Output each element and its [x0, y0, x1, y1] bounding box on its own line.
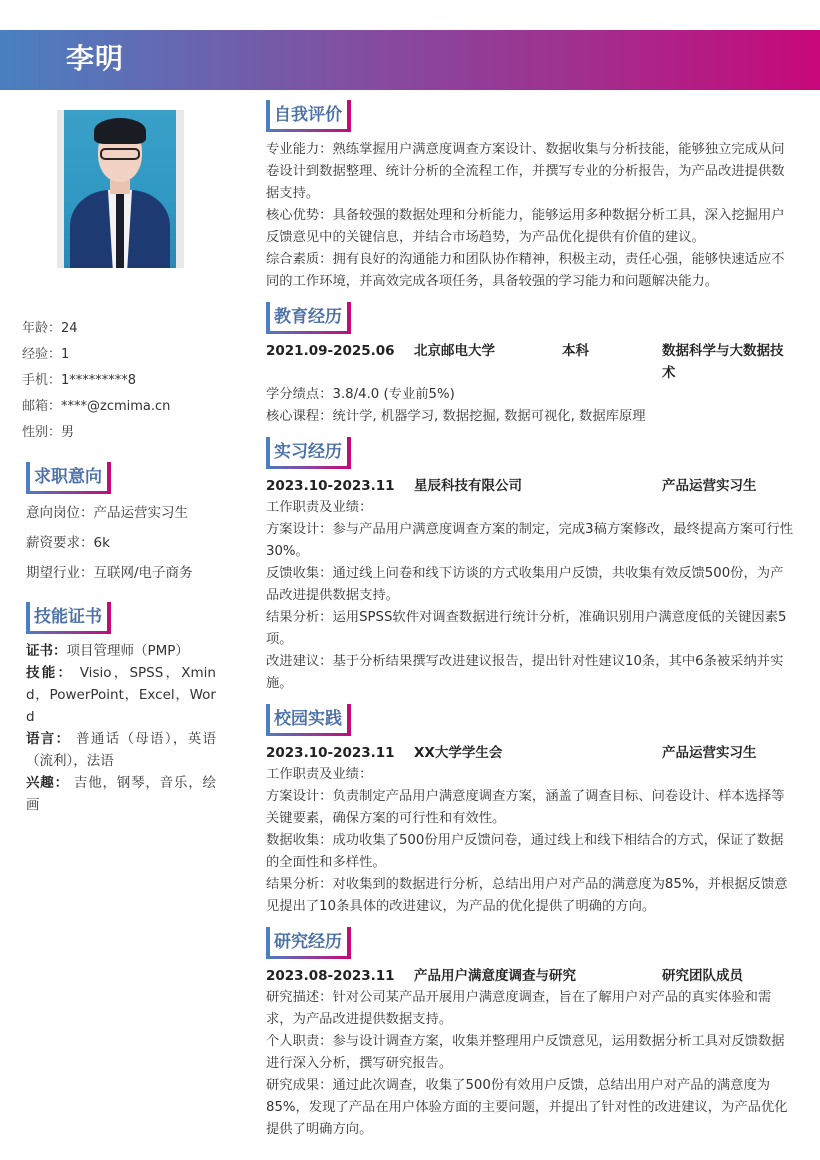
intent-item: [26, 498, 193, 528]
info-label: 邮箱：: [22, 399, 62, 414]
internship-details: [266, 497, 796, 695]
section-title: [26, 602, 111, 634]
detail-line: 工作职责及业绩：: [266, 500, 373, 515]
info-value: 24: [61, 321, 78, 336]
internship-period: 2023.10-2023.11: [266, 478, 395, 494]
info-age: [22, 316, 170, 342]
skill-value: 项目管理师（PMP）: [66, 643, 189, 659]
self-eval-text: [266, 139, 796, 293]
info-label: 经验：: [22, 347, 62, 362]
title-underline: [266, 956, 351, 959]
section-research: [266, 927, 796, 1141]
skills-list: [26, 640, 216, 816]
skill-item: [26, 662, 216, 728]
education-period: 2021.09-2025.06: [266, 343, 395, 359]
info-gender: [22, 420, 170, 446]
campus-period: 2023.10-2023.11: [266, 745, 395, 761]
detail-line: 结果分析：对收集到的数据进行分析，总结出用户对产品的满意度为85%，并根据反馈意见提出了10条具体的改进建议，为产品的优化提供了明确的方向。: [266, 877, 788, 914]
intent-value: 6k: [93, 535, 110, 551]
intent-label: 意向岗位：: [26, 505, 94, 521]
section-internship: [266, 437, 796, 695]
photo-hair: [94, 118, 146, 144]
info-value: ****@zcmima.cn: [61, 399, 171, 414]
section-campus-practice: [266, 704, 796, 918]
info-value: 1*********8: [61, 373, 137, 388]
section-title-text: 实习经历: [274, 442, 342, 462]
research-entry-header: [266, 965, 796, 987]
skill-item: [26, 640, 216, 662]
detail-line: 研究描述：针对公司某产品开展用户满意度调查，旨在了解用户对产品的真实体验和需求，为产品改进提供数据支持。: [266, 990, 772, 1027]
education-school: 北京邮电大学: [414, 343, 495, 359]
education-courses: 核心课程：统计学, 机器学习, 数据挖掘, 数据可视化, 数据库原理: [266, 409, 646, 424]
info-email: [22, 394, 170, 420]
info-phone: [22, 368, 170, 394]
basic-info: [22, 316, 170, 446]
intent-item: [26, 528, 193, 558]
internship-entry-header: [266, 475, 796, 497]
intent-value: 产品运营实习生: [93, 505, 188, 521]
photo-neck: [110, 180, 130, 194]
section-title: [26, 462, 111, 494]
research-project: 产品用户满意度调查与研究: [414, 968, 576, 984]
education-major: 数据科学与大数据技术: [662, 343, 784, 381]
research-role: 研究团队成员: [662, 968, 743, 984]
skill-value: 普通话（母语），英语（流利），法语: [26, 731, 217, 769]
research-period: 2023.08-2023.11: [266, 968, 395, 984]
detail-line: 改进建议：基于分析结果撰写改进建议报告，提出针对性建议10条，其中6条被采纳并实施。: [266, 654, 784, 691]
section-education: [266, 302, 796, 428]
intent-list: [26, 498, 193, 588]
internship-company: 星辰科技有限公司: [414, 478, 522, 494]
detail-line: 方案设计：参与产品用户满意度调查方案的制定，完成3稿方案修改，最终提高方案可行性30%。: [266, 522, 794, 559]
skill-value: 吉他，钢琴，音乐，绘画: [26, 775, 216, 813]
skill-label: 技能：: [26, 665, 74, 681]
education-gpa: 学分绩点：3.8/4.0 (专业前5%): [266, 387, 455, 402]
title-underline: [26, 491, 111, 494]
section-title-text: 教育经历: [274, 307, 342, 327]
education-details: [266, 384, 796, 428]
section-title-text: 研究经历: [274, 932, 342, 952]
photo-glasses: [100, 148, 140, 160]
info-label: 手机：: [22, 373, 62, 388]
skill-label: 证书：: [26, 643, 67, 659]
education-entry-header: [266, 340, 796, 384]
intent-item: [26, 558, 193, 588]
skill-label: 语言：: [26, 731, 71, 747]
detail-line: 数据收集：成功收集了500份用户反馈问卷，通过线上和线下相结合的方式，保证了数据的全面性和多样性。: [266, 833, 784, 870]
title-underline: [266, 466, 351, 469]
campus-entry-header: [266, 742, 796, 764]
detail-line: 方案设计：负责制定产品用户满意度调查方案，涵盖了调查目标、问卷设计、样本选择等关键要素，确保方案的可行性和有效性。: [266, 789, 785, 826]
title-underline: [266, 331, 351, 334]
title-underline: [26, 631, 111, 634]
section-title: [266, 437, 351, 469]
section-title-text: 技能证书: [34, 607, 102, 627]
right-column: [266, 100, 796, 1150]
detail-line: 结果分析：运用SPSS软件对调查数据进行统计分析，准确识别用户满意度低的关键因素5项。: [266, 610, 787, 647]
title-underline: [266, 733, 351, 736]
section-title: [266, 927, 351, 959]
intent-value: 互联网/电子商务: [93, 565, 193, 581]
profile-photo-frame: [57, 110, 184, 268]
info-label: 性别：: [22, 425, 62, 440]
self-eval-paragraph: 综合素质：拥有良好的沟通能力和团队协作精神，积极主动，责任心强，能够快速适应不同的工作环境，并高效完成各项任务，具备较强的学习能力和问题解决能力。: [266, 252, 785, 289]
section-title: [266, 100, 351, 132]
section-title: [266, 302, 351, 334]
profile-photo: [64, 110, 176, 268]
intent-label: 薪资要求：: [26, 535, 94, 551]
info-label: 年龄：: [22, 321, 62, 336]
info-value: 男: [61, 425, 75, 440]
skill-label: 兴趣：: [26, 775, 69, 791]
intent-label: 期望行业：: [26, 565, 94, 581]
info-experience: [22, 342, 170, 368]
campus-role: 产品运营实习生: [662, 745, 757, 761]
header-banner: [0, 30, 820, 90]
self-eval-paragraph: 专业能力：熟练掌握用户满意度调查方案设计、数据收集与分析技能，能够独立完成从问卷设计到数据整理、统计分析的全流程工作，并撰写专业的分析报告，为产品改进提供数据支持。: [266, 142, 785, 201]
section-title: [266, 704, 351, 736]
internship-role: 产品运营实习生: [662, 478, 757, 494]
section-title-text: 校园实践: [274, 709, 342, 729]
campus-org: XX大学学生会: [414, 745, 503, 761]
info-value: 1: [61, 347, 70, 362]
section-job-intent: [26, 462, 193, 588]
self-eval-paragraph: 核心优势：具备较强的数据处理和分析能力，能够运用多种数据分析工具，深入挖掘用户反馈意见中的关键信息，并结合市场趋势，为产品优化提供有价值的建议。: [266, 208, 785, 245]
detail-line: 研究成果：通过此次调查，收集了500份有效用户反馈，总结出用户对产品的满意度为85%，发现了产品在用户体验方面的主要问题，并提出了针对性的改进建议，为产品优化提供了明确方向。: [266, 1078, 788, 1137]
section-title-text: 自我评价: [274, 105, 342, 125]
detail-line: 工作职责及业绩：: [266, 767, 373, 782]
research-details: [266, 987, 796, 1141]
skill-item: [26, 772, 216, 816]
detail-line: 个人职责：参与设计调查方案，收集并整理用户反馈意见，运用数据分析工具对反馈数据进行深入分析，撰写研究报告。: [266, 1034, 785, 1071]
skill-item: [26, 728, 216, 772]
skill-value: Visio，SPSS，Xmind，PowerPoint，Excel，Word: [26, 665, 216, 725]
detail-line: 反馈收集：通过线上问卷和线下访谈的方式收集用户反馈，共收集有效反馈500份，为产品改进提供数据支持。: [266, 566, 784, 603]
title-underline: [266, 129, 351, 132]
section-skills: [26, 602, 216, 816]
photo-tie: [116, 194, 124, 268]
section-self-evaluation: [266, 100, 796, 293]
candidate-name: 李明: [66, 42, 125, 75]
campus-details: [266, 764, 796, 918]
section-title-text: 求职意向: [34, 467, 102, 487]
education-degree: 本科: [562, 343, 589, 359]
